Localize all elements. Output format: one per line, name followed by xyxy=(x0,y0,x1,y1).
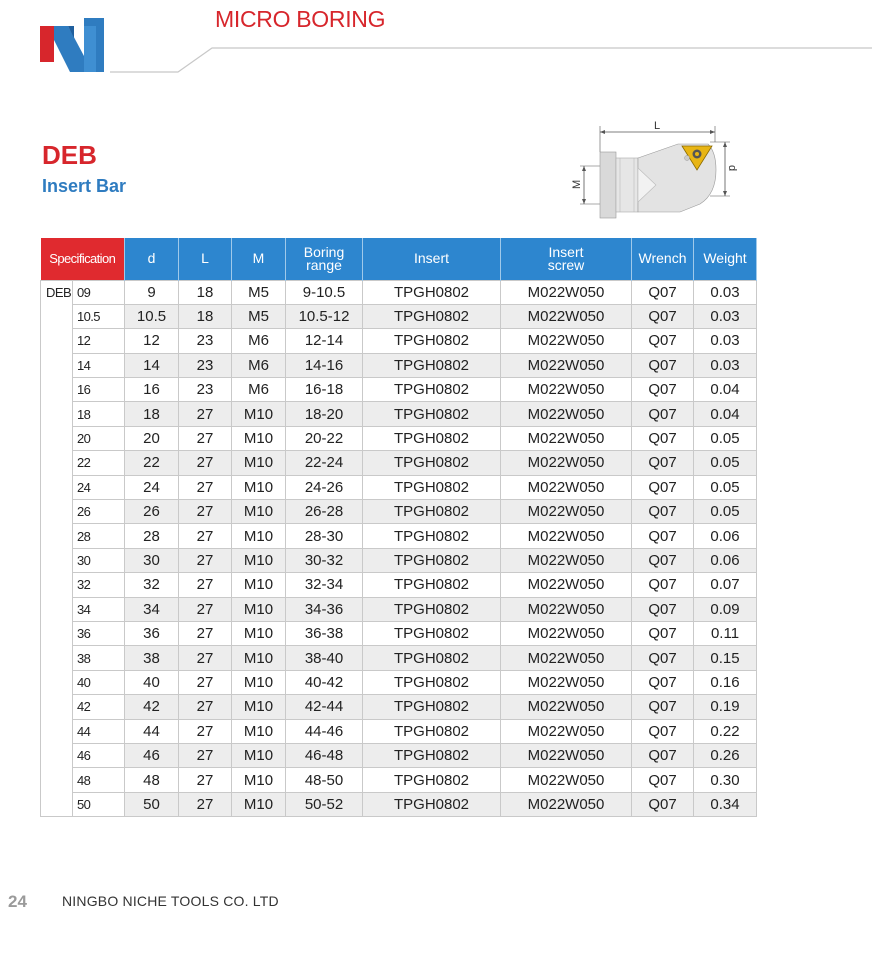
cell-M: M10 xyxy=(232,451,286,475)
cell-size: 36 xyxy=(73,621,125,645)
cell-range: 16-18 xyxy=(286,378,363,402)
cell-size: 44 xyxy=(73,719,125,743)
cell-size: 26 xyxy=(73,500,125,524)
cell-insert: TPGH0802 xyxy=(363,621,501,645)
cell-wrench: Q07 xyxy=(632,500,694,524)
cell-d: 22 xyxy=(125,451,179,475)
cell-M: M10 xyxy=(232,792,286,816)
cell-insert: TPGH0802 xyxy=(363,500,501,524)
col-header-wrench: Wrench xyxy=(632,238,694,280)
col-header-insert-screw xyxy=(501,238,632,280)
cell-screw: M022W050 xyxy=(501,621,632,645)
cell-weight: 0.22 xyxy=(694,719,757,743)
cell-wrench: Q07 xyxy=(632,646,694,670)
cell-weight: 0.03 xyxy=(694,304,757,328)
cell-M: M10 xyxy=(232,743,286,767)
cell-screw: M022W050 xyxy=(501,353,632,377)
cell-d: 18 xyxy=(125,402,179,426)
cell-screw: M022W050 xyxy=(501,304,632,328)
cell-size: 09 xyxy=(73,280,125,304)
cell-L: 27 xyxy=(179,524,232,548)
cell-range: 46-48 xyxy=(286,743,363,767)
cell-weight: 0.34 xyxy=(694,792,757,816)
table-row xyxy=(41,646,757,670)
cell-weight: 0.09 xyxy=(694,597,757,621)
cell-wrench: Q07 xyxy=(632,451,694,475)
cell-screw: M022W050 xyxy=(501,426,632,450)
table-row xyxy=(41,719,757,743)
cell-L: 27 xyxy=(179,475,232,499)
cell-M: M10 xyxy=(232,670,286,694)
cell-d: 46 xyxy=(125,743,179,767)
cell-size: 46 xyxy=(73,743,125,767)
cell-size: 10.5 xyxy=(73,304,125,328)
cell-screw: M022W050 xyxy=(501,500,632,524)
cell-wrench: Q07 xyxy=(632,304,694,328)
cell-wrench: Q07 xyxy=(632,573,694,597)
cell-M: M6 xyxy=(232,329,286,353)
insert-screw-line1: Insert xyxy=(548,243,584,260)
col-header-boring-range xyxy=(286,238,363,280)
product-code: DEB xyxy=(42,140,97,170)
table-row xyxy=(41,621,757,645)
cell-screw: M022W050 xyxy=(501,646,632,670)
cell-weight: 0.15 xyxy=(694,646,757,670)
cell-range: 38-40 xyxy=(286,646,363,670)
cell-M: M10 xyxy=(232,621,286,645)
cell-L: 27 xyxy=(179,426,232,450)
page-number: 24 xyxy=(8,892,27,911)
company-name: NINGBO NICHE TOOLS CO. LTD xyxy=(62,893,279,909)
cell-size: 28 xyxy=(73,524,125,548)
cell-insert: TPGH0802 xyxy=(363,353,501,377)
cell-wrench: Q07 xyxy=(632,475,694,499)
cell-M: M10 xyxy=(232,719,286,743)
table-row xyxy=(41,426,757,450)
cell-insert: TPGH0802 xyxy=(363,280,501,304)
cell-wrench: Q07 xyxy=(632,402,694,426)
cell-insert: TPGH0802 xyxy=(363,695,501,719)
cell-screw: M022W050 xyxy=(501,695,632,719)
cell-L: 27 xyxy=(179,402,232,426)
cell-range: 30-32 xyxy=(286,548,363,572)
cell-M: M5 xyxy=(232,304,286,328)
table-row xyxy=(41,402,757,426)
cell-size: 16 xyxy=(73,378,125,402)
cell-insert: TPGH0802 xyxy=(363,597,501,621)
section-title: MICRO BORING xyxy=(215,6,386,32)
cell-range: 48-50 xyxy=(286,768,363,792)
cell-L: 27 xyxy=(179,621,232,645)
table-row xyxy=(41,548,757,572)
cell-M: M6 xyxy=(232,378,286,402)
cell-screw: M022W050 xyxy=(501,768,632,792)
cell-M: M10 xyxy=(232,573,286,597)
header-divider xyxy=(0,40,872,80)
cell-size: 14 xyxy=(73,353,125,377)
table-row xyxy=(41,792,757,816)
cell-range: 20-22 xyxy=(286,426,363,450)
cell-range: 9-10.5 xyxy=(286,280,363,304)
table-row xyxy=(41,329,757,353)
cell-range: 18-20 xyxy=(286,402,363,426)
cell-range: 10.5-12 xyxy=(286,304,363,328)
cell-screw: M022W050 xyxy=(501,719,632,743)
cell-wrench: Q07 xyxy=(632,353,694,377)
cell-M: M10 xyxy=(232,768,286,792)
cell-L: 27 xyxy=(179,743,232,767)
cell-size: 50 xyxy=(73,792,125,816)
cell-range: 14-16 xyxy=(286,353,363,377)
cell-wrench: Q07 xyxy=(632,426,694,450)
col-header-l: L xyxy=(179,238,232,280)
col-header-d: d xyxy=(125,238,179,280)
cell-size: 22 xyxy=(73,451,125,475)
cell-L: 27 xyxy=(179,670,232,694)
table-row xyxy=(41,500,757,524)
specification-table xyxy=(40,238,757,817)
cell-size: 20 xyxy=(73,426,125,450)
cell-M: M10 xyxy=(232,475,286,499)
table-row xyxy=(41,451,757,475)
cell-screw: M022W050 xyxy=(501,280,632,304)
table-row xyxy=(41,353,757,377)
cell-weight: 0.30 xyxy=(694,768,757,792)
cell-screw: M022W050 xyxy=(501,743,632,767)
cell-M: M10 xyxy=(232,500,286,524)
cell-range: 42-44 xyxy=(286,695,363,719)
table-row xyxy=(41,304,757,328)
cell-L: 27 xyxy=(179,646,232,670)
dim-label-m: M xyxy=(571,179,583,189)
cell-d: 40 xyxy=(125,670,179,694)
cell-d: 32 xyxy=(125,573,179,597)
cell-L: 27 xyxy=(179,500,232,524)
cell-weight: 0.11 xyxy=(694,621,757,645)
cell-insert: TPGH0802 xyxy=(363,743,501,767)
cell-range: 32-34 xyxy=(286,573,363,597)
cell-range: 12-14 xyxy=(286,329,363,353)
cell-wrench: Q07 xyxy=(632,792,694,816)
cell-wrench: Q07 xyxy=(632,743,694,767)
cell-L: 23 xyxy=(179,353,232,377)
cell-L: 27 xyxy=(179,573,232,597)
cell-wrench: Q07 xyxy=(632,329,694,353)
cell-range: 44-46 xyxy=(286,719,363,743)
cell-weight: 0.06 xyxy=(694,548,757,572)
cell-insert: TPGH0802 xyxy=(363,378,501,402)
cell-weight: 0.26 xyxy=(694,743,757,767)
boring-range-line2: range xyxy=(306,256,342,273)
cell-screw: M022W050 xyxy=(501,402,632,426)
cell-wrench: Q07 xyxy=(632,597,694,621)
cell-L: 27 xyxy=(179,451,232,475)
cell-range: 22-24 xyxy=(286,451,363,475)
cell-screw: M022W050 xyxy=(501,524,632,548)
cell-weight: 0.05 xyxy=(694,500,757,524)
table-row xyxy=(41,695,757,719)
cell-range: 34-36 xyxy=(286,597,363,621)
col-header-m: M xyxy=(232,238,286,280)
cell-weight: 0.16 xyxy=(694,670,757,694)
table-row xyxy=(41,597,757,621)
cell-insert: TPGH0802 xyxy=(363,426,501,450)
cell-size: 30 xyxy=(73,548,125,572)
col-header-weight: Weight xyxy=(694,238,757,280)
cell-M: M10 xyxy=(232,548,286,572)
cell-size: 38 xyxy=(73,646,125,670)
cell-L: 18 xyxy=(179,304,232,328)
cell-weight: 0.03 xyxy=(694,329,757,353)
cell-M: M10 xyxy=(232,695,286,719)
cell-M: M10 xyxy=(232,646,286,670)
table-row xyxy=(41,573,757,597)
cell-insert: TPGH0802 xyxy=(363,646,501,670)
cell-size: 18 xyxy=(73,402,125,426)
group-label: DEB xyxy=(41,280,73,817)
cell-weight: 0.04 xyxy=(694,378,757,402)
cell-d: 16 xyxy=(125,378,179,402)
cell-size: 34 xyxy=(73,597,125,621)
cell-insert: TPGH0802 xyxy=(363,451,501,475)
cell-L: 23 xyxy=(179,329,232,353)
cell-d: 50 xyxy=(125,792,179,816)
cell-screw: M022W050 xyxy=(501,792,632,816)
cell-d: 9 xyxy=(125,280,179,304)
cell-insert: TPGH0802 xyxy=(363,768,501,792)
cell-range: 36-38 xyxy=(286,621,363,645)
cell-range: 40-42 xyxy=(286,670,363,694)
cell-screw: M022W050 xyxy=(501,451,632,475)
table-row xyxy=(41,743,757,767)
cell-d: 30 xyxy=(125,548,179,572)
cell-d: 34 xyxy=(125,597,179,621)
cell-weight: 0.05 xyxy=(694,426,757,450)
cell-screw: M022W050 xyxy=(501,670,632,694)
cell-insert: TPGH0802 xyxy=(363,573,501,597)
cell-wrench: Q07 xyxy=(632,621,694,645)
cell-insert: TPGH0802 xyxy=(363,792,501,816)
cell-size: 12 xyxy=(73,329,125,353)
cell-d: 24 xyxy=(125,475,179,499)
col-header-insert: Insert xyxy=(363,238,501,280)
cell-wrench: Q07 xyxy=(632,378,694,402)
cell-M: M6 xyxy=(232,353,286,377)
table-row xyxy=(41,670,757,694)
cell-L: 27 xyxy=(179,548,232,572)
cell-screw: M022W050 xyxy=(501,475,632,499)
cell-weight: 0.05 xyxy=(694,475,757,499)
cell-wrench: Q07 xyxy=(632,670,694,694)
cell-size: 24 xyxy=(73,475,125,499)
insert-screw-line2: screw xyxy=(547,256,585,273)
cell-L: 27 xyxy=(179,695,232,719)
cell-wrench: Q07 xyxy=(632,719,694,743)
cell-range: 26-28 xyxy=(286,500,363,524)
cell-weight: 0.04 xyxy=(694,402,757,426)
cell-insert: TPGH0802 xyxy=(363,670,501,694)
cell-d: 28 xyxy=(125,524,179,548)
cell-wrench: Q07 xyxy=(632,280,694,304)
cell-L: 27 xyxy=(179,719,232,743)
cell-weight: 0.03 xyxy=(694,353,757,377)
cell-weight: 0.05 xyxy=(694,451,757,475)
cell-d: 12 xyxy=(125,329,179,353)
cell-screw: M022W050 xyxy=(501,548,632,572)
cell-M: M10 xyxy=(232,402,286,426)
cell-d: 14 xyxy=(125,353,179,377)
table-row xyxy=(41,768,757,792)
cell-d: 10.5 xyxy=(125,304,179,328)
cell-screw: M022W050 xyxy=(501,597,632,621)
dim-label-d: d xyxy=(726,165,738,172)
cell-wrench: Q07 xyxy=(632,695,694,719)
cell-d: 20 xyxy=(125,426,179,450)
cell-M: M10 xyxy=(232,426,286,450)
cell-wrench: Q07 xyxy=(632,768,694,792)
cell-insert: TPGH0802 xyxy=(363,329,501,353)
insert-bar-drawing xyxy=(560,112,760,220)
cell-weight: 0.06 xyxy=(694,524,757,548)
cell-screw: M022W050 xyxy=(501,329,632,353)
cell-size: 48 xyxy=(73,768,125,792)
cell-d: 38 xyxy=(125,646,179,670)
cell-insert: TPGH0802 xyxy=(363,524,501,548)
cell-insert: TPGH0802 xyxy=(363,304,501,328)
table-row xyxy=(41,280,757,304)
cell-d: 26 xyxy=(125,500,179,524)
cell-size: 40 xyxy=(73,670,125,694)
cell-d: 36 xyxy=(125,621,179,645)
cell-M: M10 xyxy=(232,597,286,621)
cell-wrench: Q07 xyxy=(632,548,694,572)
table-row xyxy=(41,378,757,402)
cell-L: 23 xyxy=(179,378,232,402)
cell-insert: TPGH0802 xyxy=(363,548,501,572)
cell-M: M10 xyxy=(232,524,286,548)
cell-L: 27 xyxy=(179,768,232,792)
cell-M: M5 xyxy=(232,280,286,304)
cell-insert: TPGH0802 xyxy=(363,475,501,499)
cell-weight: 0.07 xyxy=(694,573,757,597)
table-row xyxy=(41,475,757,499)
cell-screw: M022W050 xyxy=(501,573,632,597)
dim-label-l: L xyxy=(654,120,661,132)
cell-range: 28-30 xyxy=(286,524,363,548)
table-header-row xyxy=(41,238,757,280)
cell-range: 50-52 xyxy=(286,792,363,816)
cell-d: 48 xyxy=(125,768,179,792)
cell-wrench: Q07 xyxy=(632,524,694,548)
cell-weight: 0.03 xyxy=(694,280,757,304)
cell-L: 27 xyxy=(179,792,232,816)
col-header-specification: Specification xyxy=(41,238,125,280)
table-row xyxy=(41,524,757,548)
cell-size: 32 xyxy=(73,573,125,597)
cell-weight: 0.19 xyxy=(694,695,757,719)
cell-range: 24-26 xyxy=(286,475,363,499)
cell-L: 27 xyxy=(179,597,232,621)
cell-L: 18 xyxy=(179,280,232,304)
cell-screw: M022W050 xyxy=(501,378,632,402)
product-name: Insert Bar xyxy=(42,176,127,196)
cell-d: 42 xyxy=(125,695,179,719)
cell-insert: TPGH0802 xyxy=(363,402,501,426)
boring-range-line1: Boring xyxy=(303,243,345,260)
cell-d: 44 xyxy=(125,719,179,743)
cell-insert: TPGH0802 xyxy=(363,719,501,743)
cell-size: 42 xyxy=(73,695,125,719)
